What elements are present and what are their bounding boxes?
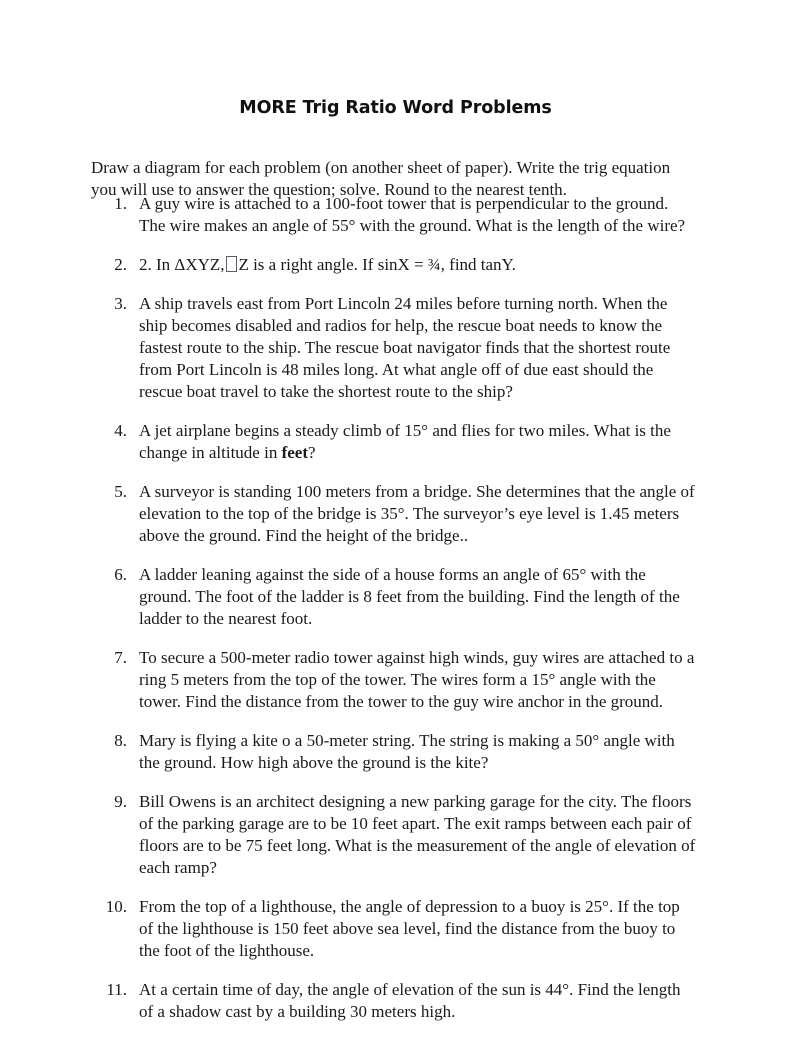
- text-before-missing-glyph: 2. In ΔXYZ,: [139, 255, 225, 274]
- page-title: MORE Trig Ratio Word Problems: [239, 97, 552, 118]
- list-item: [91, 293, 698, 403]
- list-item-number: 5.: [114, 482, 127, 501]
- list-item: [91, 481, 698, 547]
- list-item-number: 7.: [114, 648, 127, 667]
- list-item-text: [139, 254, 698, 276]
- list-item-text: Mary is flying a kite o a 50-meter string. The string is making a 50° angle with the ground. How high above the ground is the kite?: [139, 731, 675, 772]
- text-before-bold: A jet airplane begins a steady climb of 15° and flies for two miles. What is the change in altitude in: [139, 421, 671, 462]
- list-item-number: 11.: [106, 980, 127, 999]
- list-item: [91, 730, 698, 774]
- list-item-text: At a certain time of day, the angle of elevation of the sun is 44°. Find the length of a shadow cast by a building 30 meters high.: [139, 980, 681, 1021]
- list-item-number: 3.: [114, 294, 127, 313]
- list-item-number: 4.: [114, 421, 127, 440]
- list-item: [91, 193, 698, 237]
- list-item-number: 9.: [114, 792, 127, 811]
- list-item-number: 8.: [114, 731, 127, 750]
- list-item-text: A surveyor is standing 100 meters from a bridge. She determines that the angle of elevation to the top of the bridge is 35°. The surveyor’s eye level is 1.45 meters above the ground. Find the height of the bridge..: [139, 482, 695, 545]
- list-item-text: A ladder leaning against the side of a house forms an angle of 65° with the ground. The foot of the ladder is 8 feet from the building. Find the length of the ladder to the nearest foot.: [139, 565, 680, 628]
- list-item-number: 6.: [114, 565, 127, 584]
- list-item-text: To secure a 500-meter radio tower against high winds, guy wires are attached to a ring 5 meters from the top of the tower. The wires form a 15° angle with the tower. Find the distance from the tower to the guy wire anchor in the ground.: [139, 648, 695, 711]
- list-item-text: [139, 420, 698, 464]
- list-item: [91, 647, 698, 713]
- list-item-text: A ship travels east from Port Lincoln 24 miles before turning north. When the ship becomes disabled and radios for help, the rescue boat needs to know the fastest route to the ship. The rescue boat navigator finds that the shortest route from Port Lincoln is 48 miles long. At what angle off of due east should the rescue boat travel to take the shortest route to the ship?: [139, 294, 671, 401]
- list-item-text: A guy wire is attached to a 100-foot tower that is perpendicular to the ground. The wire makes an angle of 55° with the ground. What is the length of the wire?: [139, 194, 686, 235]
- list-item: [91, 791, 698, 879]
- text-after-missing-glyph: Z is a right angle. If sinX = ¾, find tanY.: [238, 255, 516, 274]
- list-item-text: Bill Owens is an architect designing a new parking garage for the city. The floors of the parking garage are to be 10 feet apart. The exit ramps between each pair of floors are to be 75 feet long. What is the measurement of the angle of elevation of each ramp?: [139, 792, 696, 877]
- problem-list: [91, 193, 698, 1040]
- missing-glyph-box-icon: [226, 256, 237, 272]
- emphasized-word: feet: [281, 443, 308, 462]
- list-item-number: 1.: [114, 194, 127, 213]
- list-item: [91, 979, 698, 1023]
- text-after-bold: ?: [308, 443, 316, 462]
- list-item: [91, 420, 698, 464]
- instructions-paragraph: Draw a diagram for each problem (on another sheet of paper). Write the trig equation you will use to answer the question; solve. Round to the nearest tenth.: [91, 158, 671, 200]
- list-item: [91, 896, 698, 962]
- list-item-number: 10.: [105, 897, 127, 916]
- list-item: [91, 564, 698, 630]
- list-item-text: From the top of a lighthouse, the angle of depression to a buoy is 25°. If the top of the lighthouse is 150 feet above sea level, find the distance from the buoy to the foot of the lighthouse.: [139, 897, 680, 960]
- list-item-number: 2.: [114, 255, 127, 274]
- list-item: [91, 254, 698, 276]
